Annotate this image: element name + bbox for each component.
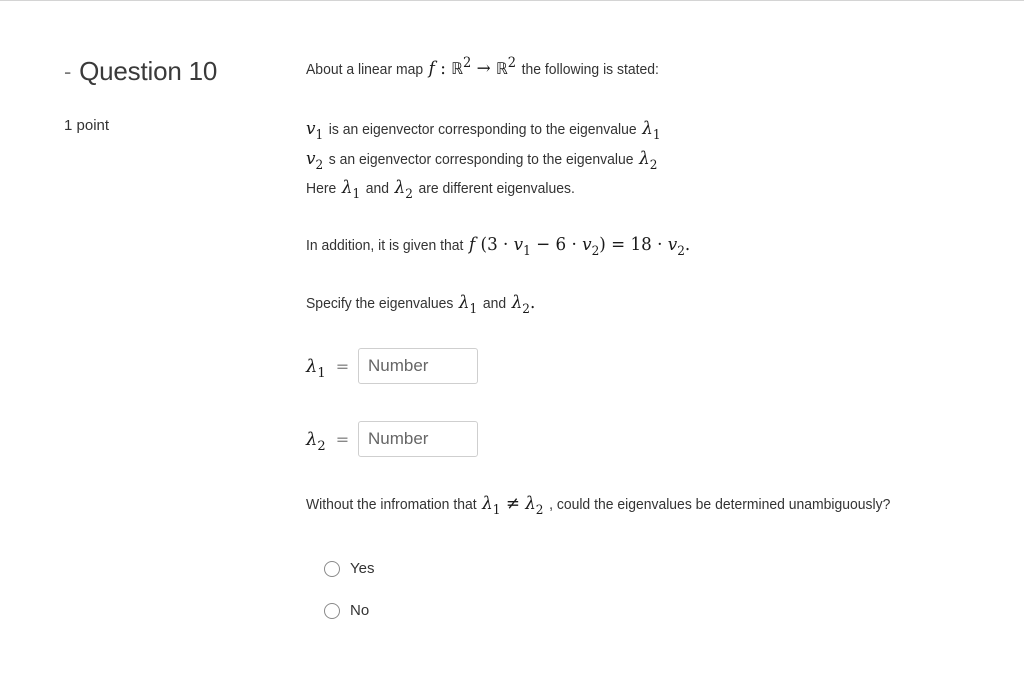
addition-line: [306, 234, 691, 259]
given-equation: f $(3 \cdot v_1 - 6 \cdot v_2) = 18 \cdot v_2$.: [469, 234, 691, 259]
collapse-icon[interactable]: -: [64, 58, 72, 84]
intro-text: About a linear map: [306, 61, 424, 78]
lambda2-symbol: $\lambda_2$: [639, 148, 658, 173]
addition-text: In addition, it is given that: [306, 237, 464, 254]
lambda2-answer-row: [306, 421, 478, 457]
statement-3-here: Here: [306, 180, 337, 197]
without-text-end: , could the eigenvalues be determined unambiguously?: [549, 496, 891, 513]
option-yes[interactable]: [324, 560, 374, 577]
question-title: Question 10: [79, 56, 218, 86]
question-points: 1 point: [64, 117, 110, 134]
radio-button-icon[interactable]: [324, 603, 340, 619]
lambda1-label: $\lambda_1$ =: [306, 355, 350, 381]
lambda2-input[interactable]: [358, 421, 478, 457]
option-no-label[interactable]: No: [350, 602, 370, 619]
statement-3: [306, 177, 575, 202]
lambda1-answer-row: [306, 348, 478, 384]
radio-button-icon[interactable]: [324, 561, 340, 577]
statement-1: [306, 118, 661, 143]
without-text: Without the infromation that: [306, 496, 477, 513]
v1-symbol: $v_1$: [306, 118, 324, 143]
intro-line: [306, 55, 659, 79]
statement-2-text: s an eigenvector corresponding to the eigenvalue: [328, 151, 634, 168]
lambda1-symbol: $\lambda_1$: [642, 118, 661, 143]
lambda1-input[interactable]: [358, 348, 478, 384]
option-no[interactable]: [324, 602, 369, 619]
option-yes-label[interactable]: Yes: [350, 560, 375, 577]
statement-2: [306, 148, 658, 173]
without-question-line: [306, 493, 891, 518]
statement-3-and: and: [365, 180, 390, 197]
lambda2-symbol: $\lambda_2$.: [511, 292, 536, 317]
top-divider: [0, 0, 1024, 1]
specify-line: [306, 292, 536, 317]
v2-symbol: $v_2$: [306, 148, 324, 173]
map-formula: f : ℝ$^2$ → ℝ$^2$: [428, 55, 517, 79]
statement-1-text: is an eigenvector corresponding to the eigenvalue: [328, 121, 637, 138]
lambda2-label: $\lambda_2$ =: [306, 428, 350, 454]
lambda1-symbol: $\lambda_1$: [341, 177, 361, 202]
statement-3-text: are different eigenvalues.: [418, 180, 575, 197]
question-sidebar: [64, 56, 264, 134]
inequality-formula: $\lambda_1 \ne \lambda_2$: [482, 493, 544, 518]
lambda1-symbol: $\lambda_1$: [458, 292, 478, 317]
lambda2-symbol: $\lambda_2$: [394, 177, 413, 202]
specify-text: Specify the eigenvalues: [306, 295, 454, 312]
question-header[interactable]: [64, 56, 264, 87]
intro-text-end: the following is stated:: [521, 61, 659, 78]
specify-and: and: [482, 295, 507, 312]
